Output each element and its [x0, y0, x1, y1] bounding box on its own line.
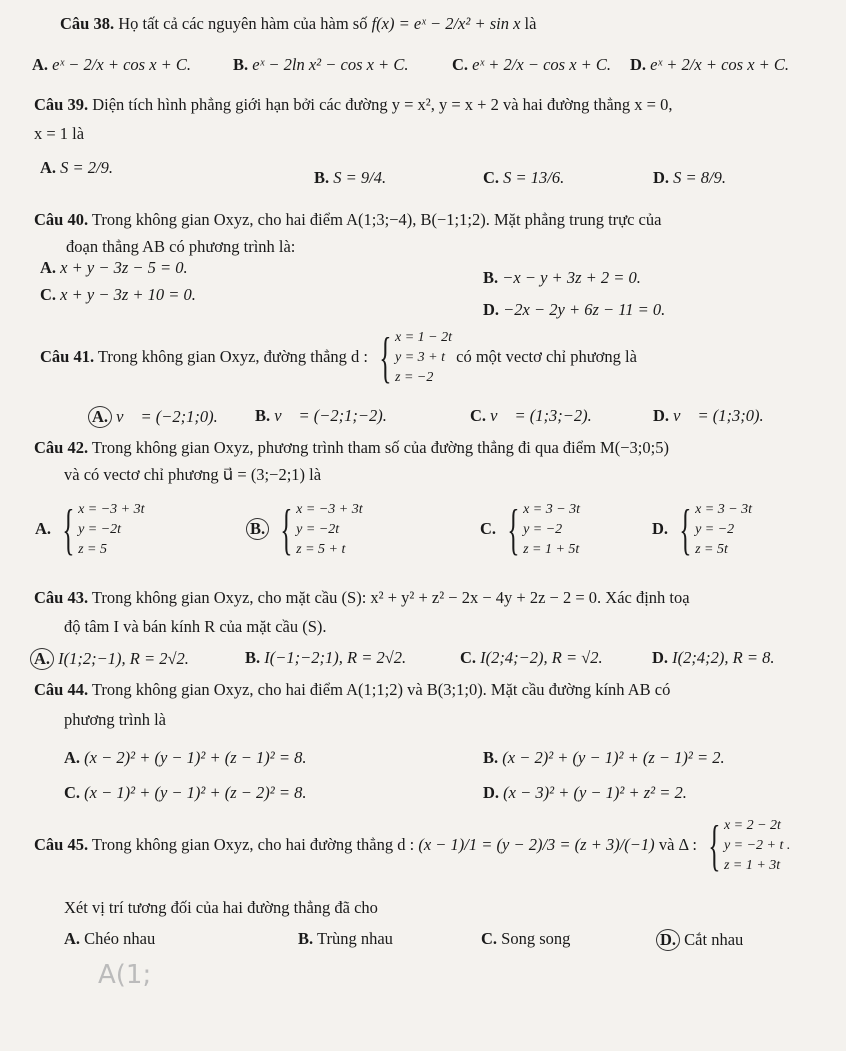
q44-option-b[interactable]: B. (x − 2)² + (y − 1)² + (z − 1)² = 2.: [483, 748, 725, 767]
q40-text: Trong không gian Oxyz, cho hai điểm A(1;3;−4), B(−1;1;2). Mặt phẳng trung trực của: [91, 210, 662, 229]
q40-text2: đoạn thẳng AB có phương trình là:: [66, 237, 296, 256]
q43-label: Câu 43.: [34, 588, 89, 607]
q45-option-b[interactable]: B. Trùng nhau: [298, 929, 393, 948]
q42-text: Trong không gian Oxyz, phương trình tham số của đường thẳng đi qua điểm M(−3;0;5): [91, 438, 669, 457]
q45-label: Câu 45.: [34, 834, 89, 854]
q43-option-a[interactable]: A. I(1;2;−1), R = 2√2.: [34, 648, 189, 670]
q41-system: { x = 1 − 2t y = 3 + t z = −2: [379, 327, 452, 389]
q45-option-d[interactable]: D. Cắt nhau: [660, 929, 743, 951]
q38-stem: [60, 14, 536, 34]
q38-option-a[interactable]: A. eˣ − 2/x + cos x + C.: [32, 55, 192, 74]
q39-option-b[interactable]: B. S = 9/4.: [314, 168, 387, 187]
q45-text2: Xét vị trí tương đối của hai đường thẳng đã cho: [64, 898, 378, 917]
q39-label: Câu 39.: [34, 95, 89, 114]
q42-option-b[interactable]: B. { x = −3 + 3t y = −2t z = 5 + t: [250, 500, 363, 560]
q42-label: Câu 42.: [34, 438, 89, 457]
q39-text: Diện tích hình phẳng giới hạn bởi các đường y = x², y = x + 2 và hai đường thẳng x = 0,: [92, 95, 673, 114]
q42-text2: và có vectơ chỉ phương u⃗ = (3;−2;1) là: [64, 465, 322, 484]
q45-d-equation: (x − 1)/1 = (y − 2)/3 = (z + 3)/(−1): [418, 834, 655, 854]
q41-stem: [40, 328, 637, 388]
q44-option-c[interactable]: C. (x − 1)² + (y − 1)² + (z − 2)² = 8.: [64, 783, 307, 802]
q38-option-c[interactable]: C. eˣ + 2/x − cos x + C.: [452, 55, 612, 74]
q39-option-d[interactable]: D. S = 8/9.: [653, 168, 727, 187]
q39-text2: x = 1 là: [34, 124, 85, 143]
q38-tail: là: [524, 14, 537, 33]
q40-option-a[interactable]: A. x + y − 3z − 5 = 0.: [40, 258, 188, 277]
q40-option-b[interactable]: B. −x − y + 3z + 2 = 0.: [483, 268, 641, 287]
q40-stem: [34, 210, 661, 230]
q38-text: Họ tất cả các nguyên hàm của hàm số: [118, 14, 368, 33]
q41-option-c[interactable]: C. v⃗ = (1;3;−2).: [470, 406, 592, 425]
q38-func: f(x) = eˣ − 2/x² + sin x: [371, 14, 521, 33]
q43-text2: độ tâm I và bán kính R của mặt cầu (S).: [64, 617, 327, 636]
q38-label: Câu 38.: [60, 14, 115, 33]
q45-option-a[interactable]: A. Chéo nhau: [64, 929, 156, 948]
q45-stem: [34, 816, 790, 876]
q44-text: Trong không gian Oxyz, cho hai điểm A(1;1;2) và B(3;1;0). Mặt cầu đường kính AB có: [91, 680, 671, 699]
q45-text: Trong không gian Oxyz, cho hai đường thẳng d :: [91, 834, 415, 854]
q43-option-c[interactable]: C. I(2;4;−2), R = √2.: [460, 648, 603, 667]
q44-text2: phương trình là: [64, 710, 166, 729]
q39-option-c[interactable]: C. S = 13/6.: [483, 168, 565, 187]
q42-option-a[interactable]: A. { x = −3 + 3t y = −2t z = 5: [35, 499, 145, 561]
q44-option-d[interactable]: D. (x − 3)² + (y − 1)² + z² = 2.: [483, 783, 687, 802]
q38-option-b[interactable]: B. eˣ − 2ln x² − cos x + C.: [233, 55, 409, 74]
q43-text: Trong không gian Oxyz, cho mặt cầu (S): x² + y² + z² − 2x − 4y + 2z − 2 = 0. Xác định toạ: [91, 588, 690, 607]
q42-stem: [34, 438, 669, 458]
q41-option-a[interactable]: A. v⃗ = (−2;1;0).: [92, 406, 218, 428]
q45-system: { x = 2 − 2t y = −2 + t . z = 1 + 3t: [708, 815, 791, 877]
q39-stem: [34, 95, 672, 115]
q44-label: Câu 44.: [34, 680, 89, 699]
q41-option-b[interactable]: B. v⃗ = (−2;1;−2).: [255, 406, 387, 425]
q44-stem: [34, 680, 670, 700]
q40-label: Câu 40.: [34, 210, 89, 229]
q44-option-a[interactable]: A. (x − 2)² + (y − 1)² + (z − 1)² = 8.: [64, 748, 307, 767]
q43-option-d[interactable]: D. I(2;4;2), R = 8.: [652, 648, 775, 667]
q42-option-d[interactable]: D. { x = 3 − 3t y = −2 z = 5t: [652, 499, 753, 561]
q43-stem: [34, 588, 690, 608]
q41-label: Câu 41.: [40, 346, 95, 366]
q43-option-b[interactable]: B. I(−1;−2;1), R = 2√2.: [245, 648, 407, 667]
q40-option-c[interactable]: C. x + y − 3z + 10 = 0.: [40, 285, 196, 304]
q40-option-d[interactable]: D. −2x − 2y + 6z − 11 = 0.: [483, 300, 666, 319]
q39-option-a[interactable]: A. S = 2/9.: [40, 158, 114, 177]
q45-mid: và Δ :: [658, 834, 697, 854]
q42-option-c[interactable]: C. { x = 3 − 3t y = −2 z = 1 + 5t: [480, 499, 581, 561]
q41-tail: có một vectơ chỉ phương là: [456, 346, 637, 366]
q45-option-c[interactable]: C. Song song: [481, 929, 571, 948]
q41-text: Trong không gian Oxyz, đường thẳng d :: [97, 346, 368, 366]
q38-option-d[interactable]: D. eˣ + 2/x + cos x + C.: [630, 55, 790, 74]
handwriting-note: A(1;: [98, 960, 152, 990]
q41-option-d[interactable]: D. v⃗ = (1;3;0).: [653, 406, 764, 425]
